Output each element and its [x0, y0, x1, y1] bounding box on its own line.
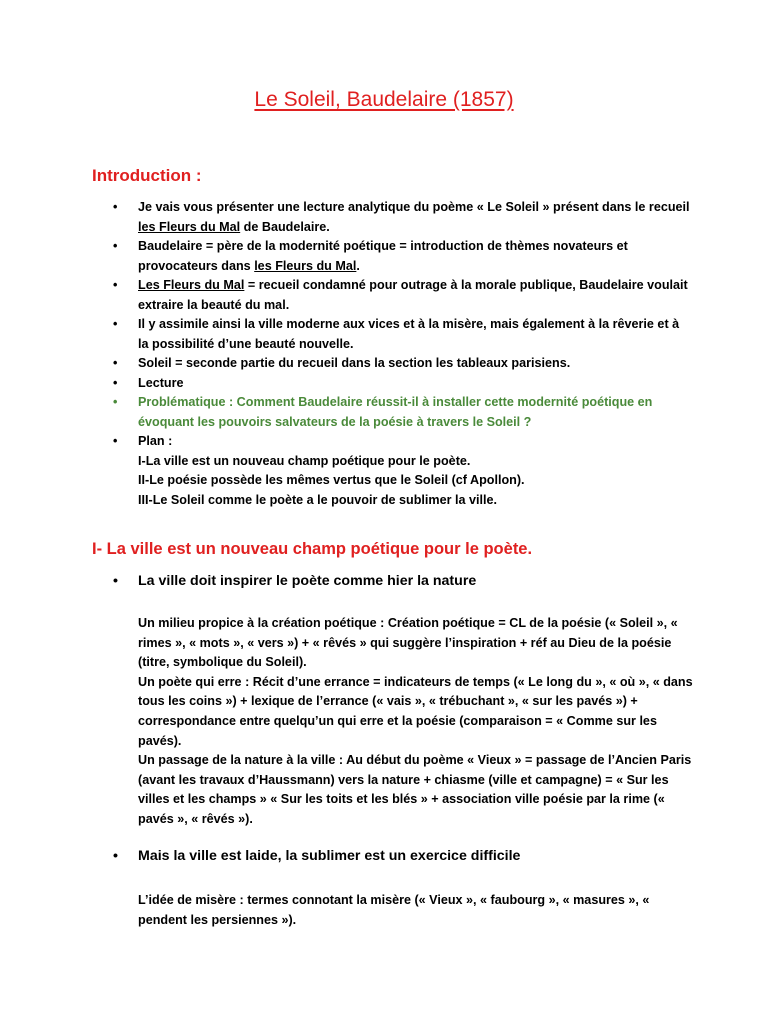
plan-line: I-La ville est un nouveau champ poétique pour le poète.	[138, 453, 471, 468]
part-one-heading: I- La ville est un nouveau champ poétique pour le poète.	[92, 540, 533, 558]
paragraph: L’idée de misère : termes connotant la misère (« Vieux », « faubourg », « masures », « pendent les persiennes »).	[138, 893, 650, 927]
analysis-block	[138, 614, 698, 830]
list-item: • Les Fleurs du Mal = recueil condamné pour outrage à la morale publique, Baudelaire voulait extraire la beauté du mal.	[113, 276, 693, 315]
subheading-two: • Mais la ville est laide, la sublimer est un exercice difficile	[113, 848, 521, 864]
list-item: • Soleil = seconde partie du recueil dans la section les tableaux parisiens.	[113, 354, 693, 374]
plan-item	[113, 432, 693, 510]
list-item: • Baudelaire = père de la modernité poétique = introduction de thèmes novateurs et provocateurs dans les Fleurs du Mal.	[113, 237, 693, 276]
paragraph: Un poète qui erre : Récit d’une errance = indicateurs de temps (« Le long du », « où », « dans tous les coins ») + lexique de l’errance (« vais », « trébuchant », « sur les pavés ») + correspondance entre quelqu’un qui erre et la poésie (comparaison = « Comme sur les pavés).	[138, 674, 693, 748]
list-item: • Lecture	[113, 374, 693, 394]
plan-label: • Plan :	[138, 434, 173, 448]
document-title: Le Soleil, Baudelaire (1857)	[254, 88, 514, 111]
list-item: • Il y assimile ainsi la ville moderne aux vices et à la misère, mais également à la rêverie et à la possibilité d’une beauté nouvelle.	[113, 315, 693, 354]
analysis-block-two	[138, 891, 698, 930]
introduction-heading: Introduction :	[92, 166, 202, 185]
introduction-list	[113, 198, 693, 510]
book-title: Les Fleurs du Mal	[138, 278, 245, 292]
paragraph: Un passage de la nature à la ville : Au début du poème « Vieux » = passage de l’Ancien Paris (avant les travaux d’Haussmann) vers la nature + chiasme (ville et campagne) = « Sur les villes et les champs » « Sur les toits et les blés » + association ville poésie par la rime (« pavés », « rêvés »).	[138, 753, 692, 826]
bullet-icon: •	[113, 573, 118, 589]
bullet-icon: •	[113, 848, 118, 864]
book-title: les Fleurs du Mal	[138, 219, 241, 234]
subheading-one: • La ville doit inspirer le poète comme hier la nature	[113, 573, 477, 589]
problematique-item: • Problématique : Comment Baudelaire réussit-il à installer cette modernité poétique en évoquant les pouvoirs salvateurs de la poésie à travers le Soleil ?	[113, 393, 693, 432]
book-title: les Fleurs du Mal	[254, 258, 357, 273]
plan-line: II-Le poésie possède les mêmes vertus que le Soleil (cf Apollon).	[138, 473, 525, 487]
list-item: • Je vais vous présenter une lecture analytique du poème « Le Soleil » présent dans le recueil les Fleurs du Mal de Baudelaire.	[113, 198, 693, 237]
plan-line: III-Le Soleil comme le poète a le pouvoir de sublimer la ville.	[138, 492, 498, 507]
paragraph: Un milieu propice à la création poétique : Création poétique = CL de la poésie (« Soleil », « rimes », « mots », « vers ») + « rêvés » qui suggère l’inspiration + réf au Dieu de la poésie (titre, symbolique du Soleil).	[138, 616, 678, 670]
